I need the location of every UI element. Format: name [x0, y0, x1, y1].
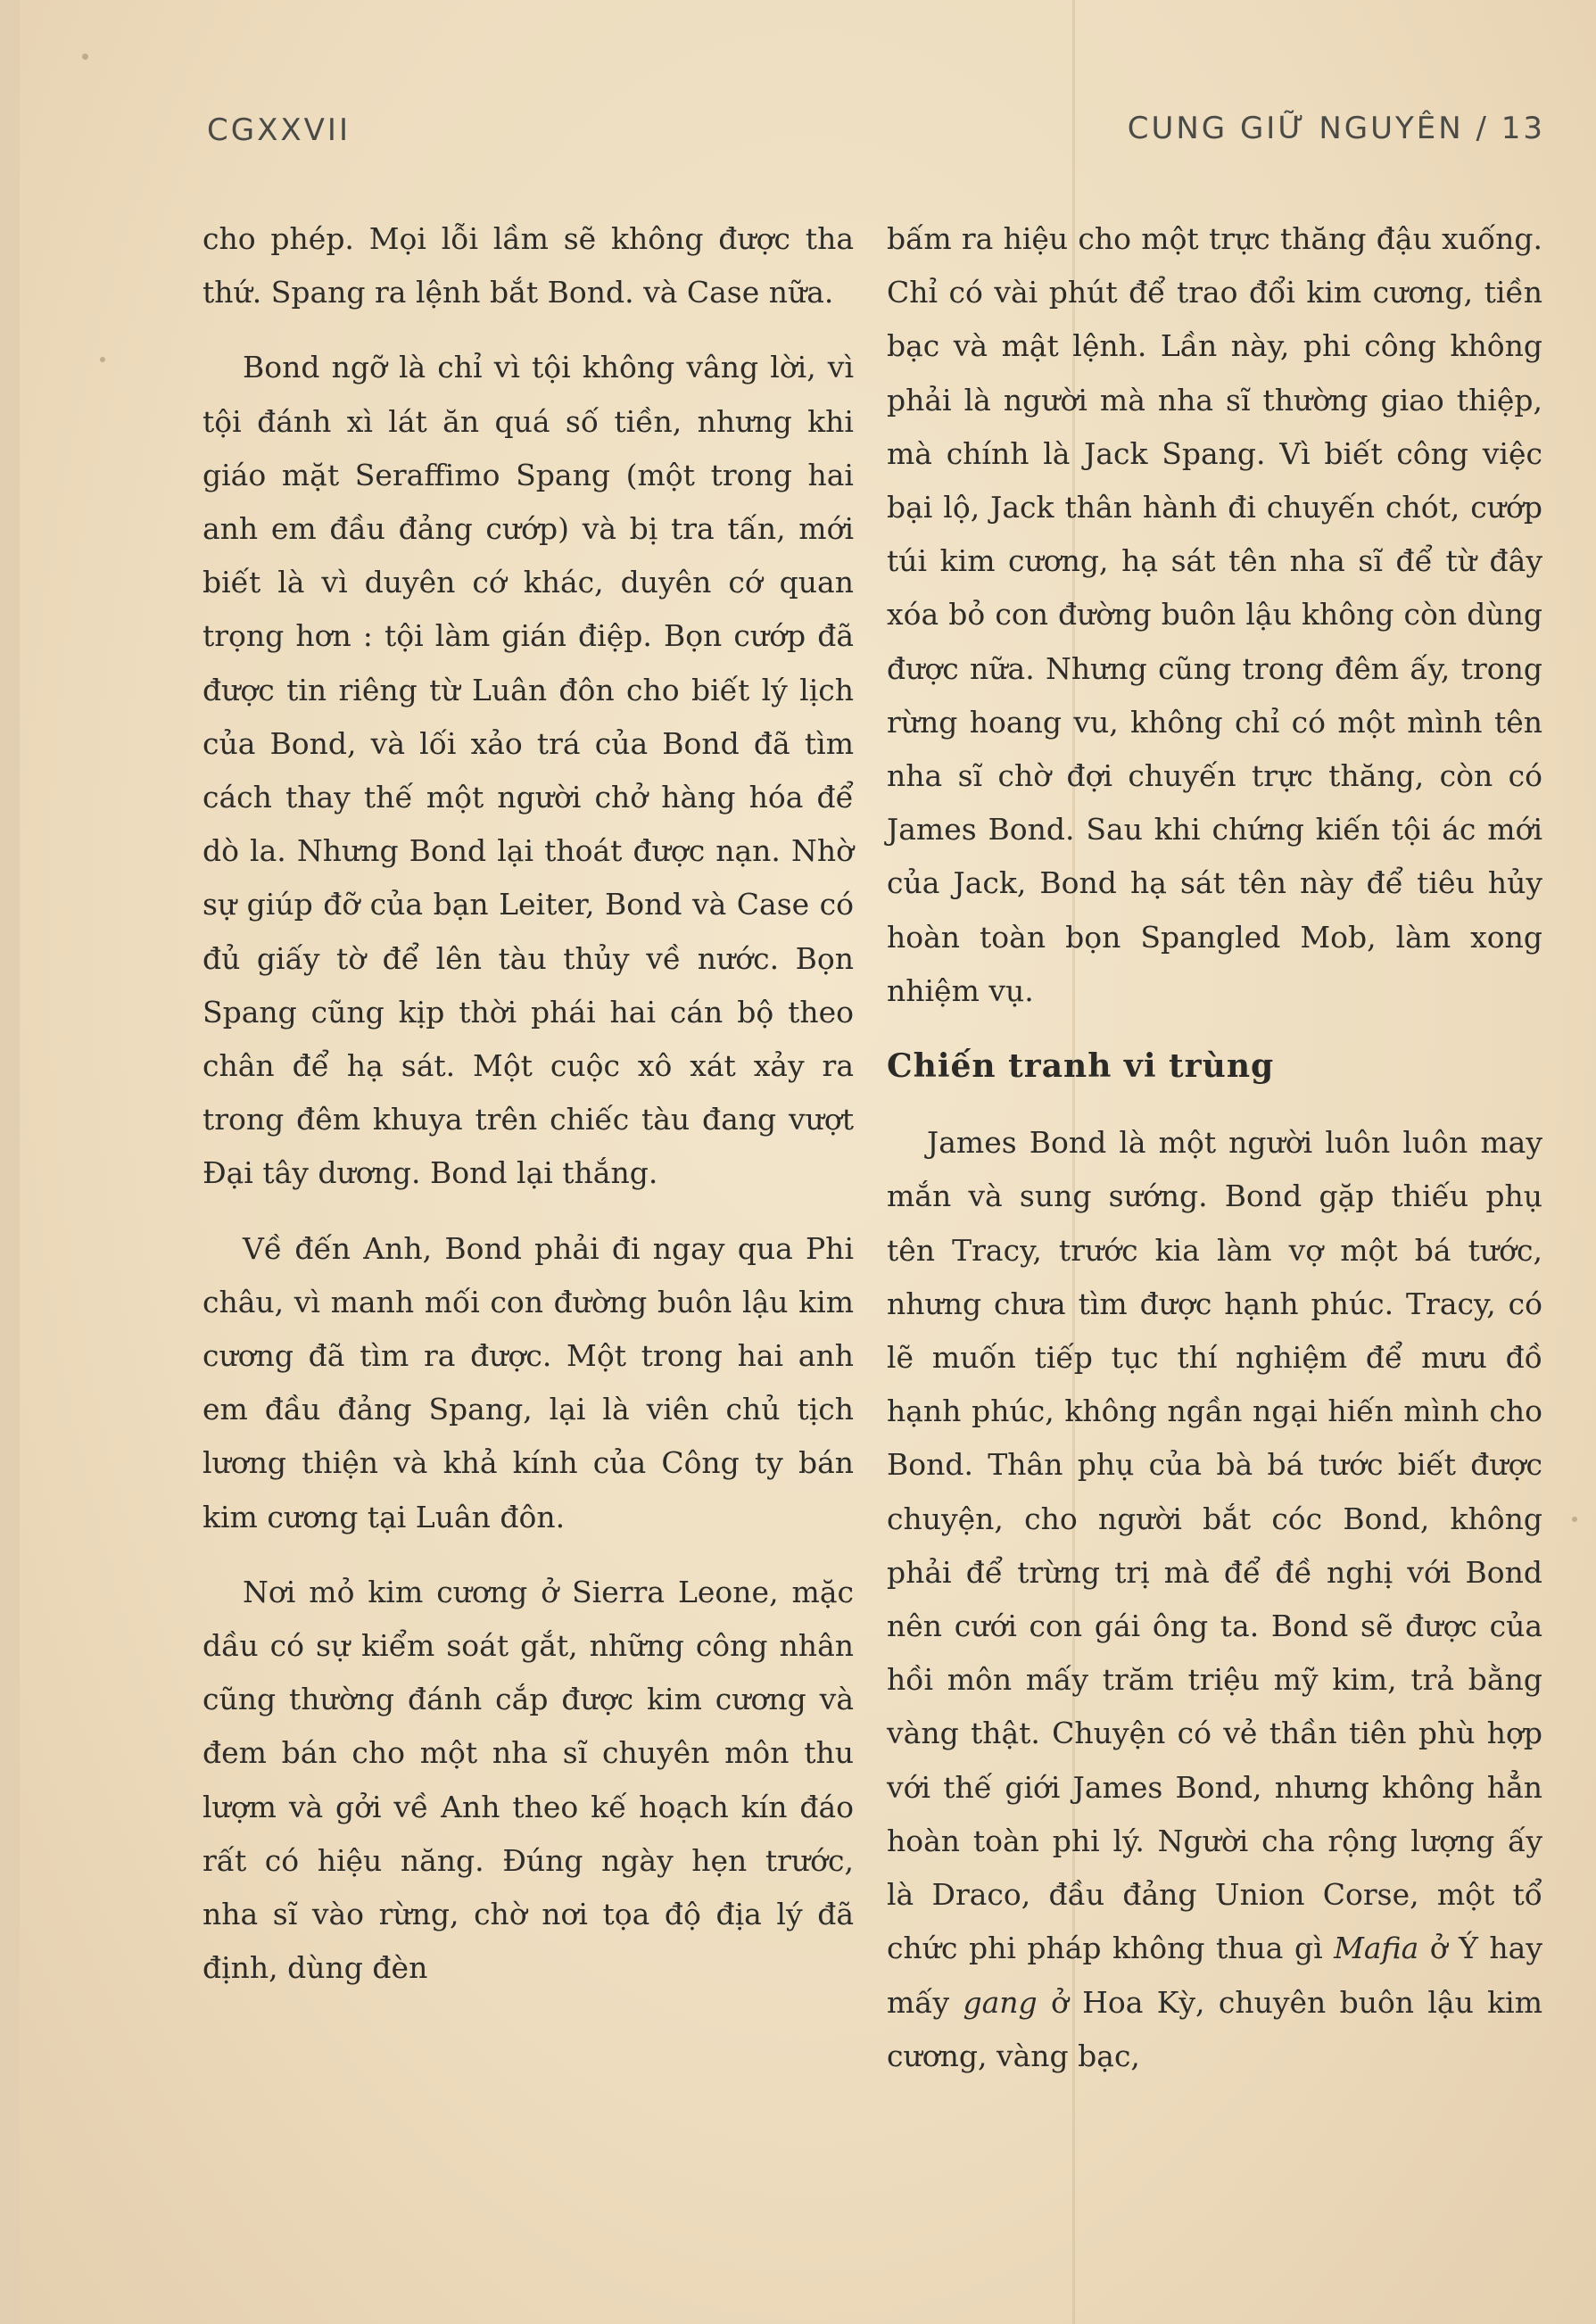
text-run: ở Hoa Kỳ, chuyên buôn lậu kim cương, vàng bạc, [887, 1984, 1542, 2073]
chapter-label: CGXXVII [207, 112, 351, 148]
paper-spot [1572, 1517, 1577, 1522]
text-run: James Bond là một người luôn luôn may mắn và sung sướng. Bond gặp thiếu phụ tên Tracy, trước kia làm vợ một bá tước, nhưng chưa tìm được hạnh phúc. Tracy, có lẽ muốn tiếp tục thí nghiệm để mưu đồ hạnh phúc, không ngần ngại hiến mình cho Bond. Thân phụ của bà bá tước biết được chuyện, cho người bắt cóc Bond, không phải để trừng trị mà để đề nghị với Bond nên cưới con gái ông ta. Bond sẽ được của hồi môn mấy trăm triệu mỹ kim, trả bằng vàng thật. Chuyện có vẻ thần tiên phù hợp với thế giới James Bond, nhưng không hẳn hoàn toàn phi lý. Người cha rộng lượng ấy là Draco, đầu đảng Union Corse, một tổ chức phi pháp không thua gì [887, 1125, 1542, 1966]
section-heading: Chiến tranh vi trùng [887, 1047, 1275, 1086]
paragraph: cho phép. Mọi lỗi lầm sẽ không được tha thứ. Spang ra lệnh bắt Bond. và Case nữa. [203, 221, 854, 310]
paragraph: Nơi mỏ kim cương ở Sierra Leone, mặc dầu có sự kiểm soát gắt, những công nhân cũng thường đánh cắp được kim cương và đem bán cho một nha sĩ chuyên môn thu lượm và gởi về Anh theo kế hoạch kín đáo rất có hiệu năng. Đúng ngày hẹn trước, nha sĩ vào rừng, chờ nơi tọa độ địa lý đã định, dùng đèn [203, 1574, 854, 1986]
italic-term: gang [963, 1984, 1038, 2020]
paragraph: Về đến Anh, Bond phải đi ngay qua Phi châu, vì manh mối con đường buôn lậu kim cương đã tìm ra được. Một trong hai anh em đầu đảng Spang, lại là viên chủ tịch lương thiện và khả kính của Công ty bán kim cương tại Luân đôn. [203, 1230, 854, 1534]
text-run: ở Ý hay mấy [887, 1931, 1542, 2020]
page-title-number: CUNG GIỮ NGUYÊN / 13 [1127, 111, 1545, 146]
paper-spot [100, 357, 105, 362]
right-column [887, 212, 1542, 2105]
paragraph: Bond ngỡ là chỉ vì tội không vâng lời, vì tội đánh xì lát ăn quá số tiền, nhưng khi giáo mặt Seraffimo Spang (một trong hai anh em đầu đảng cướp) và bị tra tấn, mới biết là vì duyên cớ khác, duyên cớ quan trọng hơn : tội làm gián điệp. Bọn cướp đã được tin riêng từ Luân đôn cho biết lý lịch của Bond, và lối xảo trá của Bond đã tìm cách thay thế một người chở hàng hóa để dò la. Nhưng Bond lại thoát được nạn. Nhờ sự giúp đỡ của bạn Leiter, Bond và Case có đủ giấy tờ để lên tàu thủy về nước. Bọn Spang cũng kịp thời phái hai cán bộ theo chân để hạ sát. Một cuộc xô xát xảy ra trong đêm khuya trên chiếc tàu đang vượt Đại tây dương. Bond lại thắng. [203, 350, 854, 1191]
running-header [207, 105, 1545, 159]
paragraph: bấm ra hiệu cho một trực thăng đậu xuống. Chỉ có vài phút để trao đổi kim cương, tiền bạc và mật lệnh. Lần này, phi công không phải là người mà nha sĩ thường giao thiệp, mà chính là Jack Spang. Vì biết công việc bại lộ, Jack thân hành đi chuyến chót, cướp túi kim cương, hạ sát tên nha sĩ để từ đây xóa bỏ con đường buôn lậu không còn dùng được nữa. Nhưng cũng trong đêm ấy, trong rừng hoang vu, không chỉ có một mình tên nha sĩ chờ đợi chuyến trực thăng, còn có James Bond. Sau khi chứng kiến tội ác mới của Jack, Bond hạ sát tên này để tiêu hủy hoàn toàn bọn Spangled Mob, làm xong nhiệm vụ. [887, 221, 1542, 1008]
paper-spot [82, 54, 88, 60]
paragraph [887, 1116, 1542, 2083]
book-page [20, 0, 1596, 2324]
left-column [203, 212, 854, 2017]
italic-term: Mafia [1334, 1931, 1419, 1966]
